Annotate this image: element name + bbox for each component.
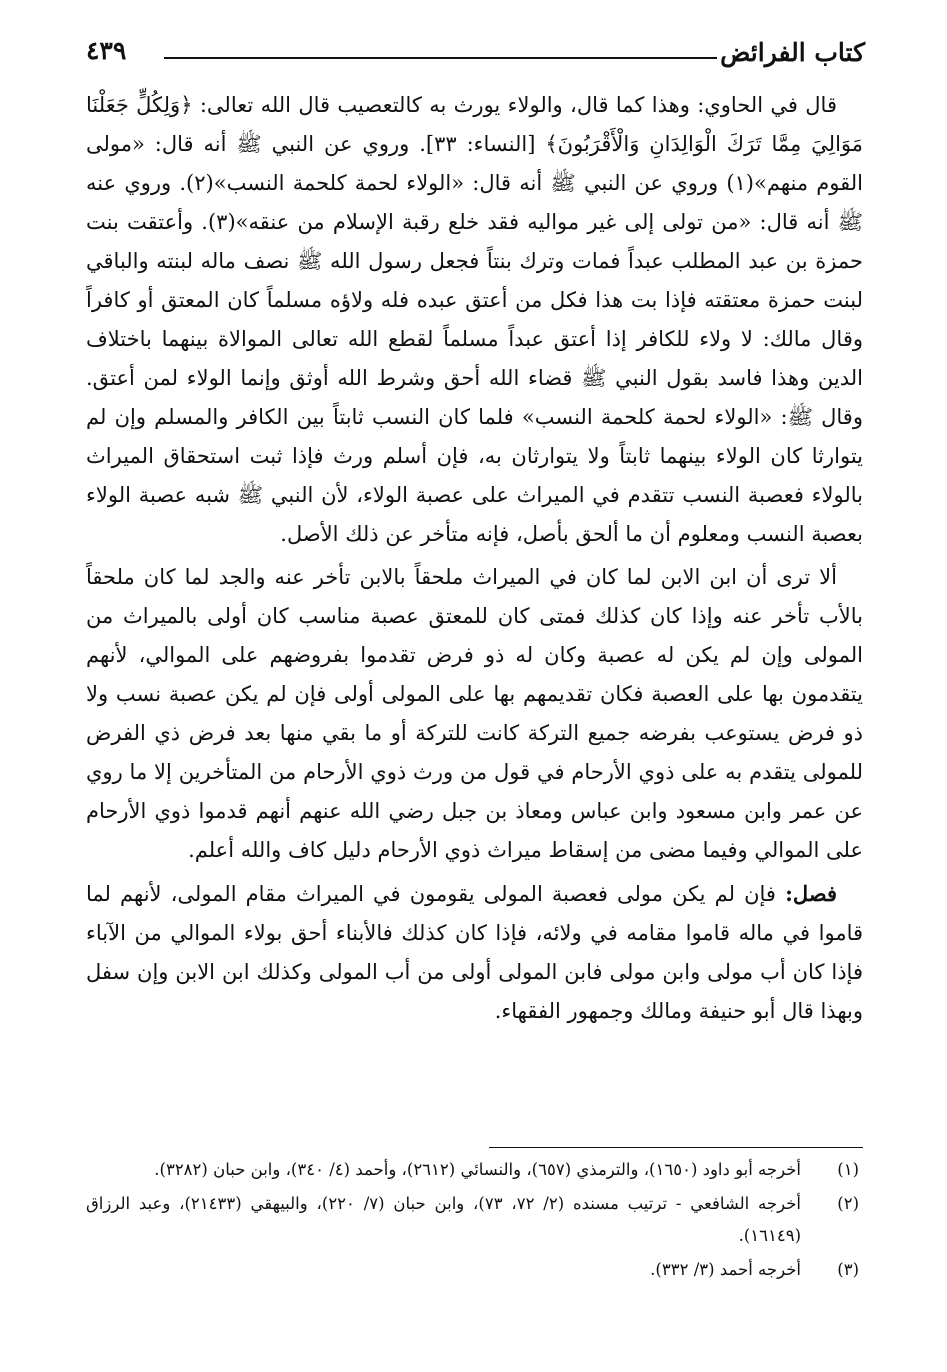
page-number: ٤٣٩ xyxy=(86,36,127,65)
footnote-text: أخرجه أبو داود (١٦٥٠)، والترمذي (٦٥٧)، والنسائي (٢٦١٢)، وأحمد (٤/ ٣٤٠)، وابن حبان (٣٢٨٢). xyxy=(154,1160,801,1179)
paragraph-3-text: فإن لم يكن مولى فعصبة المولى يقومون في الميراث مقام المولى، لأنهم لما قاموا في ماله قاموا مقامه في ولائه، فإذا كان كذلك فالأبناء أحق بولاء الموالي من الآباء فإذا كان أب مولى وابن مولى فابن المولى أولى من أب المولى وكذلك ابن الابن وإن سفل وبهذا قال أبو حنيفة ومالك وجمهور الفقهاء. xyxy=(86,882,863,1023)
footnote-3 xyxy=(86,1254,863,1286)
footnote-2 xyxy=(86,1188,863,1252)
paragraph-2 xyxy=(86,558,863,870)
paragraph-1-text: قال في الحاوي: وهذا كما قال، والولاء يورث به كالتعصيب قال الله تعالى: ﴿وَلِكُلٍّ جَعَلْنَا مَوَالِيَ مِمَّا تَرَكَ الْوَالِدَانِ وَالْأَقْرَبُونَ﴾ [النساء: ٣٣]. وروي عن النبي ﷺ أنه قال: «مولى القوم منهم»(١) وروي عن النبي ﷺ أنه قال: «الولاء لحمة كلحمة النسب»(٢). وروي عنه ﷺ أنه قال: «من تولى إلى غير مواليه فقد خلع رقبة الإسلام من عنقه»(٣). وأعتقت بنت حمزة بن عبد المطلب عبداً فمات وترك بنتاً فجعل رسول الله ﷺ نصف ماله لبنته والباقي لبنت حمزة معتقته فإذا بت هذا فكل من أعتق عبده فله ولاؤه مسلماً كان المعتق أو كافراً وقال مالك: لا ولاء للكافر إذا أعتق عبداً مسلماً لقطع الله تعالى الموالاة بينهما باختلاف الدين وهذا فاسد بقول النبي ﷺ قضاء الله أحق وشرط الله أوثق وإنما الولاء لمن أعتق. وقال ﷺ: «الولاء لحمة كلحمة النسب» فلما كان النسب ثابتاً بين الكافر والمسلم وإن لم يتوارثا كان الولاء بينهما ثابتاً ولا يتوارثان به، فإن أسلم ورث فإذا ثبت استحقاق الميراث بالولاء فعصبة النسب تتقدم في الميراث على عصبة الولاء، لأن النبي ﷺ شبه عصبة الولاء بعصبة النسب ومعلوم أن ما ألحق بأصل، فإنه متأخر عن ذلك الأصل. xyxy=(86,93,863,546)
paragraph-fasl xyxy=(86,874,863,1031)
page-header xyxy=(86,34,865,78)
footnote-1 xyxy=(86,1154,863,1186)
running-title: كتاب الفرائض xyxy=(720,38,865,67)
main-text xyxy=(86,86,863,1132)
paragraph-2-text: ألا ترى أن ابن الابن لما كان في الميراث ملحقاً بالابن تأخر عنه والجد لما كان ملحقاً بالأب تأخر عنه وإذا كان كذلك فمتى كان للمعتق عصبة مناسب كان أولى بالميراث من المولى وإن لم يكن له عصبة وكان له ذو فرض تقدموا بفروضهم على الموالي، لأنهم يتقدمون بها على العصبة فكان تقديمهم بها على المولى أولى فإن لم يكن عصبة نسب ولا ذو فرض يستوعب بفرضه جميع التركة كانت للتركة أو ما بقي منها بعد فرض ذي الفرض للمولى يتقدم به على ذوي الأرحام في قول من ورث ذوي الأرحام من المتأخرين إلا ما روي عن عمر وابن مسعود وابن عباس ومعاذ بن جبل رضي الله عنهم أنهم قدموا ذوي الأرحام على الموالي وفيما مضى من إسقاط ميراث ذوي الأرحام دليل كاف والله أعلم. xyxy=(86,565,863,862)
footnote-text: أخرجه الشافعي - ترتيب مسنده (٢/ ٧٢، ٧٣)، وابن حبان (٧/ ٢٢٠)، والبيهقي (٢١٤٣٣)، وعبد الرزاق (١٦١٤٩). xyxy=(86,1194,801,1245)
footnote-number: (٣) xyxy=(837,1260,859,1279)
footnote-separator xyxy=(489,1147,863,1148)
footnote-number: (١) xyxy=(837,1160,859,1179)
footnotes xyxy=(86,1154,863,1340)
header-rule xyxy=(164,57,717,59)
fasl-label: فصل: xyxy=(785,881,837,906)
paragraph-1 xyxy=(86,86,863,554)
footnote-number: (٢) xyxy=(837,1194,859,1213)
footnote-text: أخرجه أحمد (٣/ ٣٣٢). xyxy=(650,1260,801,1279)
